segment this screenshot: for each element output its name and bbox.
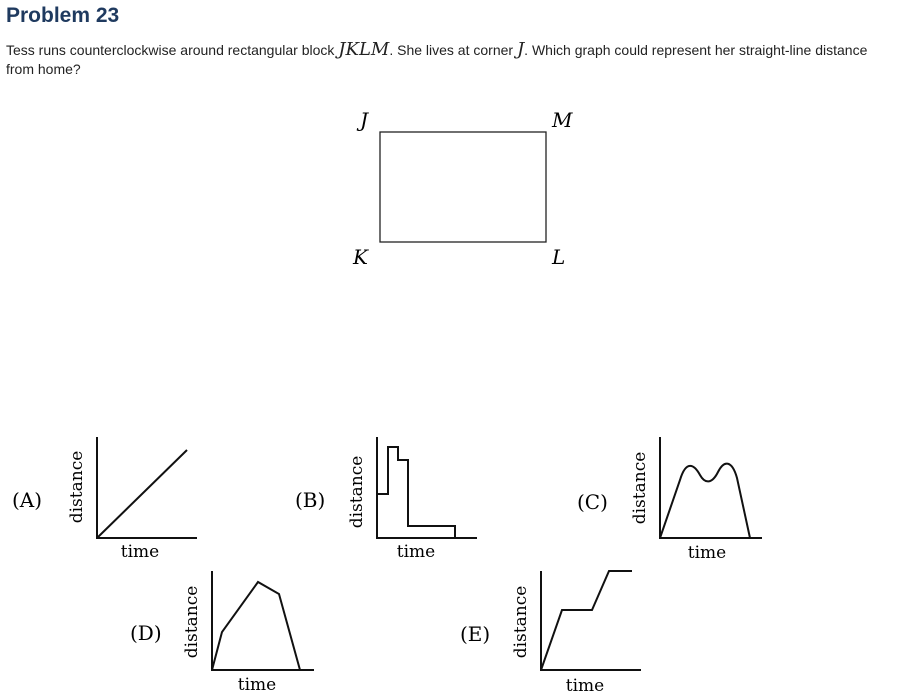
graph-d-ylabel: distance	[182, 585, 202, 659]
graph-e-curve	[541, 571, 632, 670]
graph-e-ylabel: distance	[511, 585, 531, 659]
problem-title: Problem 23	[6, 4, 120, 27]
graph-e-label: (E)	[460, 622, 491, 646]
graph-b-xlabel: time	[396, 542, 436, 562]
graph-b-ylabel: distance	[347, 455, 367, 529]
statement-part-2: . She lives at corner	[389, 42, 517, 58]
graph-a-ylabel: distance	[67, 450, 87, 524]
graph-b-label: (B)	[295, 488, 326, 512]
graph-c-ylabel: distance	[630, 451, 650, 525]
graph-d-label: (D)	[130, 621, 162, 645]
corner-label-j: J	[360, 108, 369, 132]
graph-d-xlabel: time	[237, 675, 277, 695]
corner-label-k: K	[353, 245, 368, 269]
corner-math: J	[516, 39, 525, 60]
statement-part-1: Tess runs counterclockwise around rectangular block	[6, 42, 339, 58]
corner-label-l: L	[552, 245, 566, 269]
graph-e-axes	[541, 571, 641, 670]
graph-c-xlabel: time	[687, 543, 727, 563]
statement-part-3: . Which graph could represent her straight-line distance from home?	[6, 42, 868, 77]
corner-label-m: M	[552, 108, 573, 132]
block-name-math: JKLM	[338, 39, 390, 60]
graph-c-label: (C)	[577, 490, 608, 514]
graph-a-label: (A)	[12, 488, 43, 512]
graph-e-xlabel: time	[565, 676, 605, 696]
graph-a-xlabel: time	[120, 542, 160, 562]
